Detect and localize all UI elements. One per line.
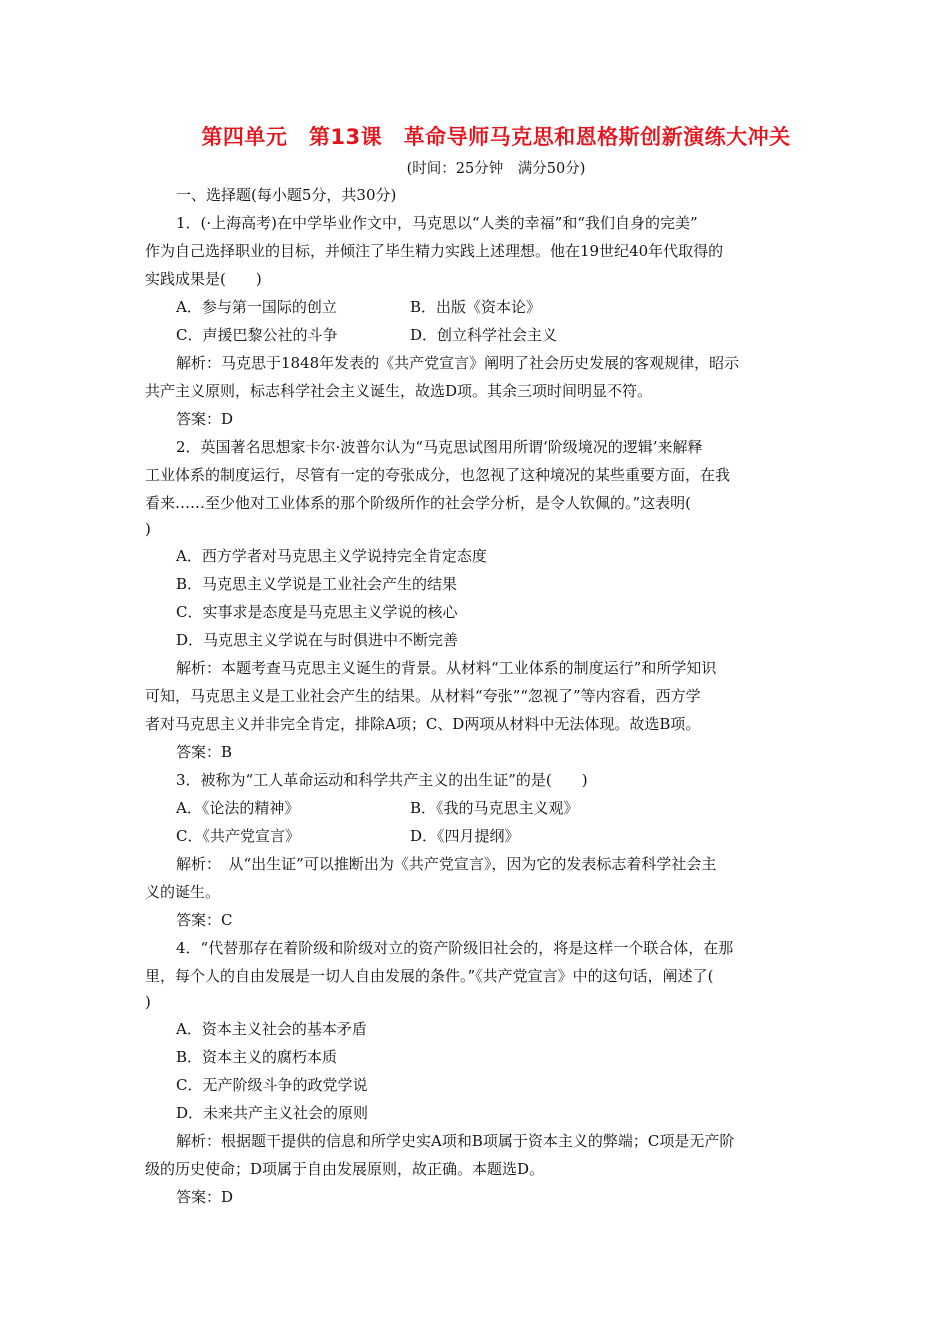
question-1-stem-line: 实践成果是( ) xyxy=(145,270,262,288)
question-1-option-d: D．创立科学社会主义 xyxy=(410,326,558,344)
question-3-option-b: B．《我的马克思主义观》 xyxy=(410,799,579,817)
question-4-analysis-line: 解析：根据题干提供的信息和所学史实A项和B项属于资本主义的弊端；C项是无产阶 xyxy=(176,1132,735,1150)
question-2-analysis-line: 可知，马克思主义是工业社会产生的结果。从材料“夸张”“忽视了”等内容看，西方学 xyxy=(145,687,701,705)
question-2-option-a: A．西方学者对马克思主义学说持完全肯定态度 xyxy=(176,547,487,565)
question-3-analysis-line: 义的诞生。 xyxy=(145,883,221,901)
question-4-stem-line: 里，每个人的自由发展是一切人自由发展的条件。”《共产党宣言》中的这句话，阐述了( xyxy=(145,967,714,985)
question-4-analysis-line: 级的历史使命；D项属于自由发展原则，故正确。本题选D。 xyxy=(145,1160,545,1178)
question-4-option-c: C．无产阶级斗争的政党学说 xyxy=(176,1076,368,1094)
question-2-stem-line: 工业体系的制度运行，尽管有一定的夸张成分，也忽视了这种境况的某些重要方面，在我 xyxy=(145,466,731,484)
question-4-option-b: B．资本主义的腐朽本质 xyxy=(176,1048,338,1066)
question-2-analysis-line: 者对马克思主义并非完全肯定，排除A项；C、D两项从材料中无法体现。故选B项。 xyxy=(145,715,701,733)
question-1-stem-line: 1．(·上海高考)在中学毕业作文中，马克思以“人类的幸福”和“我们自身的完美” xyxy=(176,214,698,232)
question-1-analysis-line: 解析：马克思于1848年发表的《共产党宣言》阐明了社会历史发展的客观规律，昭示 xyxy=(176,354,740,372)
question-3-option-c: C．《共产党宣言》 xyxy=(176,827,300,845)
question-1-analysis-line: 共产主义原则，标志科学社会主义诞生，故选D项。其余三项时间明显不符。 xyxy=(145,382,653,400)
question-3-analysis-line: 解析： 从“出生证”可以推断出为《共产党宣言》，因为它的发表标志着科学社会主 xyxy=(176,855,717,873)
question-3-answer: 答案：C xyxy=(176,911,233,929)
question-2-stem-line: 看来……至少他对工业体系的那个阶级所作的社会学分析，是令人钦佩的。”这表明( xyxy=(145,494,692,512)
question-1-option-a: A．参与第一国际的创立 xyxy=(176,298,337,316)
question-1-answer: 答案：D xyxy=(176,410,234,428)
question-4-option-a: A．资本主义社会的基本矛盾 xyxy=(176,1020,367,1038)
question-2-stem-line: 2．英国著名思想家卡尔·波普尔认为“马克思试图用所谓‘阶级境况的逻辑’来解释 xyxy=(176,438,703,456)
question-4-answer: 答案：D xyxy=(176,1188,234,1206)
page-title: 第四单元 第13课 革命导师马克思和恩格斯创新演练大冲关 xyxy=(201,125,791,149)
question-4-stem-line: ) xyxy=(145,993,151,1011)
question-2-option-c: C．实事求是态度是马克思主义学说的核心 xyxy=(176,603,458,621)
question-1-option-c: C．声援巴黎公社的斗争 xyxy=(176,326,338,344)
question-2-analysis-line: 解析：本题考查马克思主义诞生的背景。从材料“工业体系的制度运行”和所学知识 xyxy=(176,659,717,677)
question-4-stem-line: 4．“代替那存在着阶级和阶级对立的资产阶级旧社会的，将是这样一个联合体，在那 xyxy=(176,939,734,957)
question-2-answer: 答案：B xyxy=(176,743,233,761)
question-1-stem-line: 作为自己选择职业的目标，并倾注了毕生精力实践上述理想。他在19世纪40年代取得的 xyxy=(145,242,724,260)
question-3-stem-line: 3．被称为“工人革命运动和科学共产主义的出生证”的是( ) xyxy=(176,771,588,789)
question-1-option-b: B．出版《资本论》 xyxy=(410,298,542,316)
question-3-option-d: D．《四月提纲》 xyxy=(410,827,520,845)
question-2-stem-line: ) xyxy=(145,520,151,538)
question-2-option-d: D．马克思主义学说在与时俱进中不断完善 xyxy=(176,631,459,649)
question-3-option-a: A．《论法的精神》 xyxy=(176,799,300,817)
question-2-option-b: B．马克思主义学说是工业社会产生的结果 xyxy=(176,575,458,593)
exam-meta: (时间：25分钟 满分50分) xyxy=(406,161,586,177)
question-4-option-d: D．未来共产主义社会的原则 xyxy=(176,1104,369,1122)
section-heading: 一、选择题(每小题5分，共30分) xyxy=(176,186,397,204)
